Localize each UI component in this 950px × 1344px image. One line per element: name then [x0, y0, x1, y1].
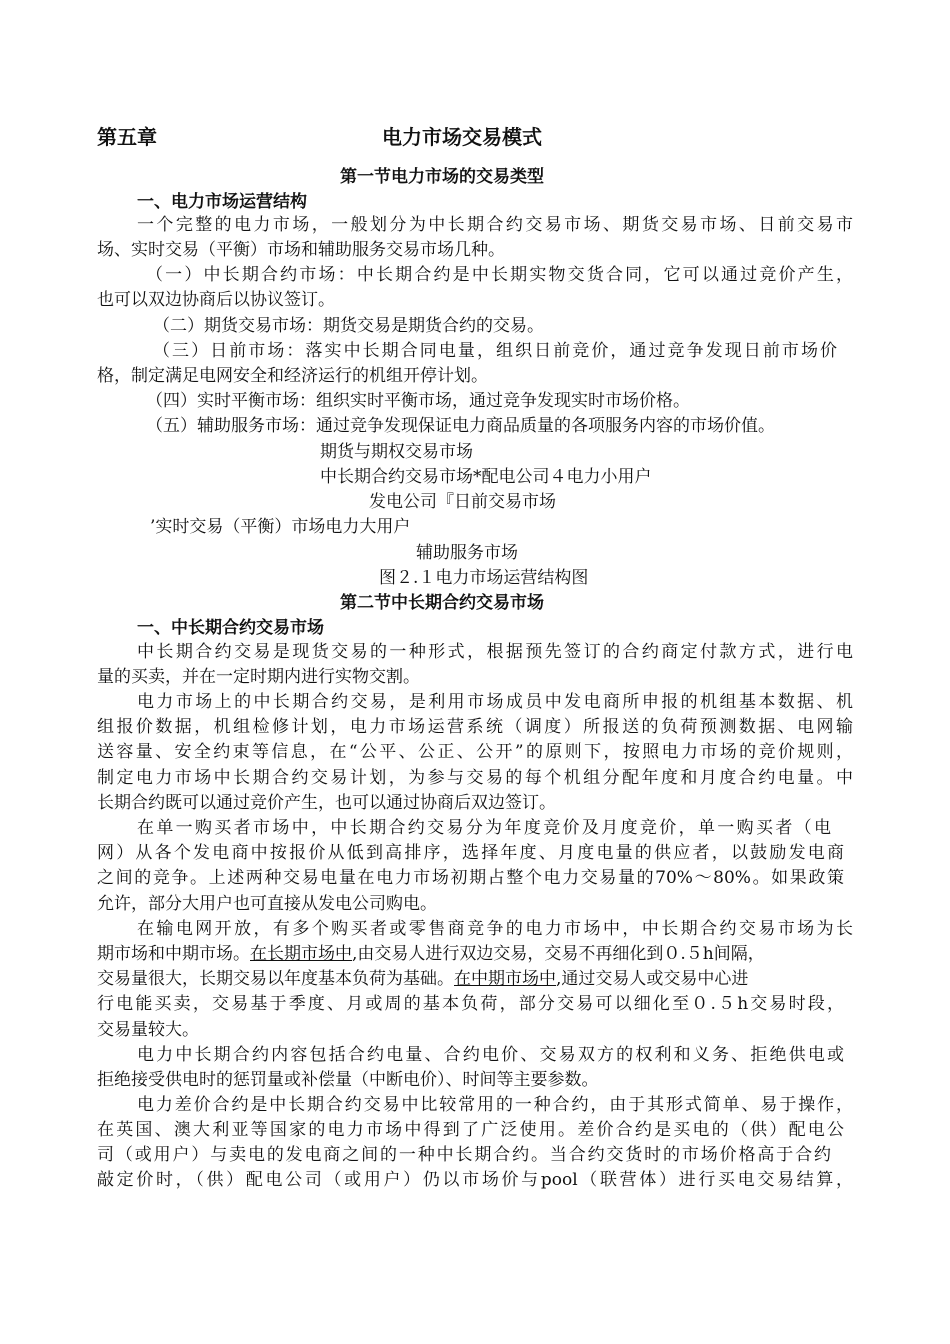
paragraph-line: （二）期货交易市场：期货交易是期货合约的交易。 — [153, 316, 544, 336]
subsection-heading: 一、中长期合约交易市场 — [137, 618, 324, 638]
paragraph-line: 送容量、安全约束等信息，在“公平、公正、公开”的原则下，按照电力市场的竞价规则， — [97, 742, 853, 762]
paragraph-line: 量的买卖，并在一定时期内进行实物交割。 — [97, 667, 420, 687]
paragraph-line — [97, 968, 748, 990]
paragraph-line: 在输电网开放，有多个购买者或零售商竞争的电力市场中，中长期合约交易市场为长 — [137, 919, 853, 939]
diagram-label: 辅助服务市场 — [416, 543, 518, 563]
section-title: 第二节中长期合约交易市场 — [340, 593, 544, 613]
paragraph-line: 一个完整的电力市场，一般划分为中长期合约交易市场、期货交易市场、日前交易市 — [137, 215, 853, 235]
text-span: 交易量很大，长期交易以年度基本负荷为基础。 — [97, 969, 454, 989]
paragraph-line: 场、实时交易（平衡）市场和辅助服务交易市场几种。 — [97, 240, 505, 260]
paragraph-line: 电力市场上的中长期合约交易，是利用市场成员中发电商所申报的机组基本数据、机 — [137, 692, 853, 712]
paragraph-line: 交易量较大。 — [97, 1020, 199, 1040]
paragraph-line: 电力差价合约是中长期合约交易中比较常用的一种合约，由于其形式简单、易于操作， — [137, 1095, 853, 1115]
paragraph-line: 电力中长期合约内容包括合约电量、合约电价、交易双方的权利和义务、拒绝供电或 — [137, 1045, 844, 1065]
text-span: ,由交易人进行双边交易，交易不再细化到０.５h间隔， — [352, 944, 765, 964]
paragraph-line: 在单一购买者市场中，中长期合约交易分为年度竞价及月度竞价，单一购买者（电 — [137, 818, 831, 838]
paragraph-line: （五）辅助服务市场：通过竞争发现保证电力商品质量的各项服务内容的市场价值。 — [146, 416, 775, 436]
paragraph-line: （三）日前市场：落实中长期合同电量，组织日前竞价，通过竞争发现日前市场价 — [153, 341, 837, 361]
paragraph-line: 司（或用户）与卖电的发电商之间的一种中长期合约。当合约交货时的市场价格高于合约 — [97, 1145, 831, 1165]
figure-caption: 图２.１电力市场运营结构图 — [379, 568, 589, 588]
paragraph-line: 在英国、澳大利亚等国家的电力市场中得到了广泛使用。差价合约是买电的（供）配电公 — [97, 1120, 844, 1140]
paragraph-line: 长期合约既可以通过竞价产生，也可以通过协商后双边签订。 — [97, 793, 556, 813]
paragraph-line: 格，制定满足电网安全和经济运行的机组开停计划。 — [97, 366, 488, 386]
paragraph-line: （一）中长期合约市场：中长期合约是中长期实物交货合同，它可以通过竞价产生， — [146, 265, 853, 285]
paragraph-line: 敲定价时，（供）配电公司（或用户）仍以市场价与pool（联营体）进行买电交易结算， — [97, 1170, 853, 1190]
subsection-heading: 一、电力市场运营结构 — [137, 192, 307, 212]
text-span: ,通过交易人或交易中心进 — [556, 969, 749, 989]
paragraph-line — [97, 943, 765, 965]
diagram-label: 期货与期权交易市场 — [320, 442, 473, 462]
chapter-number: 第五章 — [97, 125, 157, 149]
paragraph-line: （四）实时平衡市场：组织实时平衡市场，通过竞争发现实时市场价格。 — [146, 391, 690, 411]
paragraph-line: 之间的竞争。上述两种交易电量在电力市场初期占整个电力交易量的70%〜80%。如果政策 — [97, 868, 844, 888]
diagram-label: ’实时交易（平衡）市场电力大用户 — [150, 517, 411, 537]
paragraph-line: 制定电力市场中长期合约交易计划，为参与交易的每个机组分配年度和月度合约电量。中 — [97, 768, 853, 788]
paragraph-line: 允许，部分大用户也可直接从发电公司购电。 — [97, 894, 437, 914]
paragraph-line: 网）从各个发电商中按报价从低到高排序，选择年度、月度电量的供应者，以鼓励发电商 — [97, 843, 844, 863]
diagram-label: 发电公司『日前交易市场 — [369, 492, 556, 512]
paragraph-line: 中长期合约交易是现货交易的一种形式，根据预先签订的合约商定付款方式，进行电 — [137, 642, 853, 662]
paragraph-line: 也可以双边协商后以协议签订。 — [97, 290, 335, 310]
paragraph-line: 组报价数据，机组检修计划，电力市场运营系统（调度）所报送的负荷预测数据、电网输 — [97, 717, 853, 737]
underlined-term: 在长期市场中 — [250, 944, 352, 964]
chapter-title: 电力市场交易模式 — [382, 125, 542, 149]
underlined-term: 在中期市场中 — [454, 969, 556, 989]
text-span: 期市场和中期市场。 — [97, 944, 250, 964]
paragraph-line: 行电能买卖，交易基于季度、月或周的基本负荷，部分交易可以细化至０.５h交易时段， — [97, 994, 844, 1014]
section-title: 第一节电力市场的交易类型 — [340, 167, 544, 187]
paragraph-line: 拒绝接受供电时的惩罚量或补偿量（中断电价）、时间等主要参数。 — [97, 1070, 599, 1090]
diagram-label: 中长期合约交易市场*配电公司４电力小用户 — [320, 467, 652, 487]
